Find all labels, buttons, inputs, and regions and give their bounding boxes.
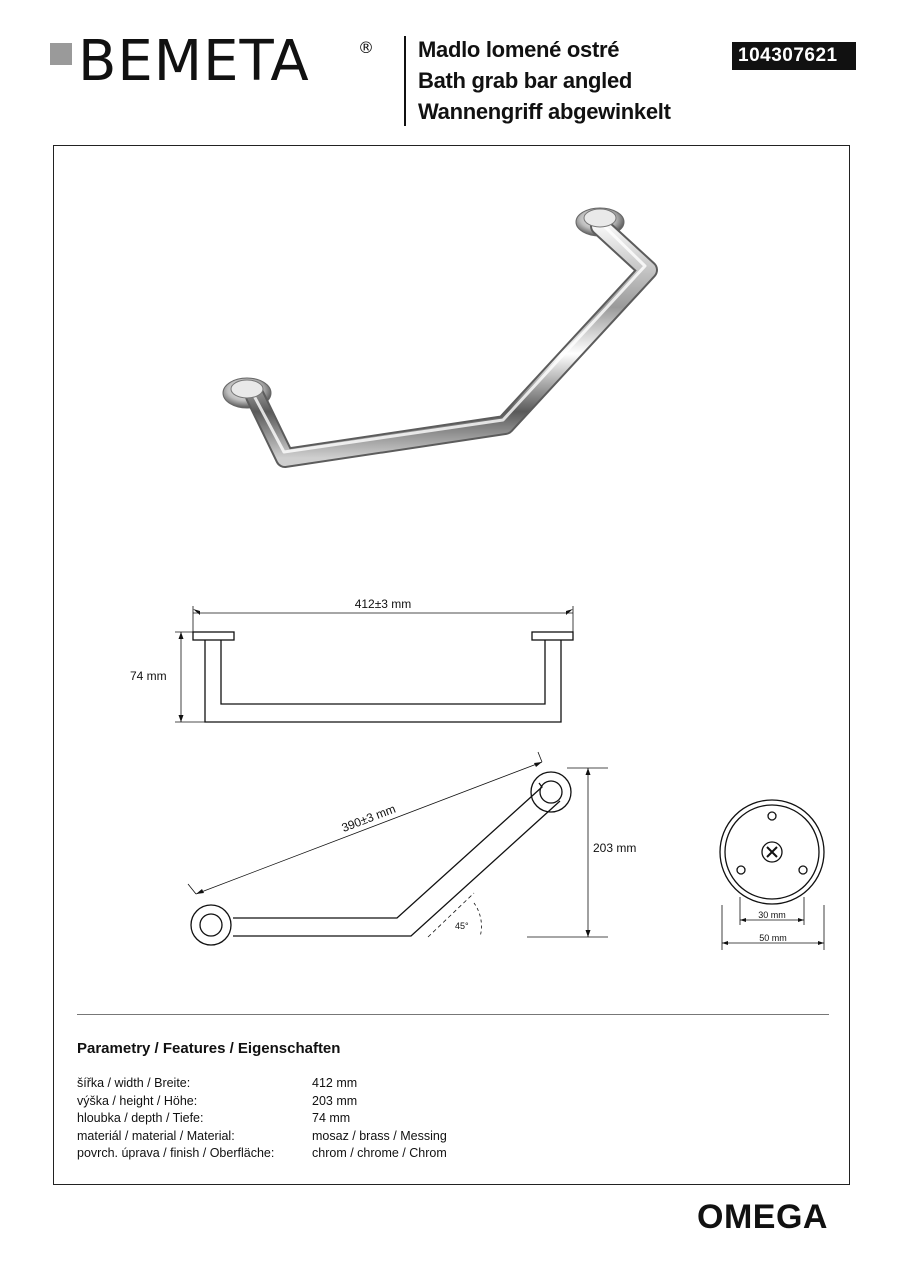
spec-label: povrch. úprava / finish / Oberfläche:	[77, 1146, 275, 1160]
spec-value: mosaz / brass / Messing	[312, 1128, 447, 1143]
spec-value: 412 mm	[312, 1076, 358, 1090]
spec-table	[77, 1075, 447, 1163]
spec-value: chrom / chrome / Chrom	[312, 1146, 447, 1160]
title-de: Wannengriff abgewinkelt	[418, 99, 671, 124]
title-cs: Madlo lomené ostré	[418, 37, 620, 62]
spec-value: 203 mm	[312, 1093, 358, 1108]
depth-dim-label: 74 mm	[130, 669, 167, 683]
brand-logo: BEMETA	[78, 29, 310, 94]
product-code: 104307621	[732, 42, 856, 70]
spec-row	[77, 1093, 447, 1111]
length-dim-label: 390±3 mm	[339, 801, 398, 835]
spec-row	[77, 1128, 447, 1146]
features-divider	[77, 1014, 829, 1015]
width-dim-label: 412±3 mm	[354, 597, 412, 611]
spec-value: 74 mm	[312, 1111, 351, 1125]
features-title: Parametry / Features / Eigenschaften	[77, 1040, 341, 1057]
spec-row	[77, 1110, 447, 1128]
base-inner-label: 30 mm	[758, 910, 786, 920]
base-detail	[720, 800, 824, 950]
series-name: OMEGA	[697, 1198, 828, 1236]
height-dim-label: 203 mm	[593, 841, 637, 855]
title-en: Bath grab bar angled	[418, 68, 633, 93]
angle-label: 45°	[455, 921, 469, 931]
product-image	[223, 208, 648, 458]
spec-row	[77, 1075, 447, 1093]
registered-mark: ®	[358, 38, 374, 57]
top-view	[188, 752, 608, 945]
spec-label: materiál / material / Material:	[77, 1128, 235, 1143]
spec-label: výška / height / Höhe:	[77, 1093, 198, 1108]
base-outer-label: 50 mm	[759, 933, 787, 943]
front-view	[175, 606, 573, 722]
spec-label: šířka / width / Breite:	[77, 1076, 191, 1090]
spec-row	[77, 1145, 447, 1163]
spec-label: hloubka / depth / Tiefe:	[77, 1111, 204, 1125]
